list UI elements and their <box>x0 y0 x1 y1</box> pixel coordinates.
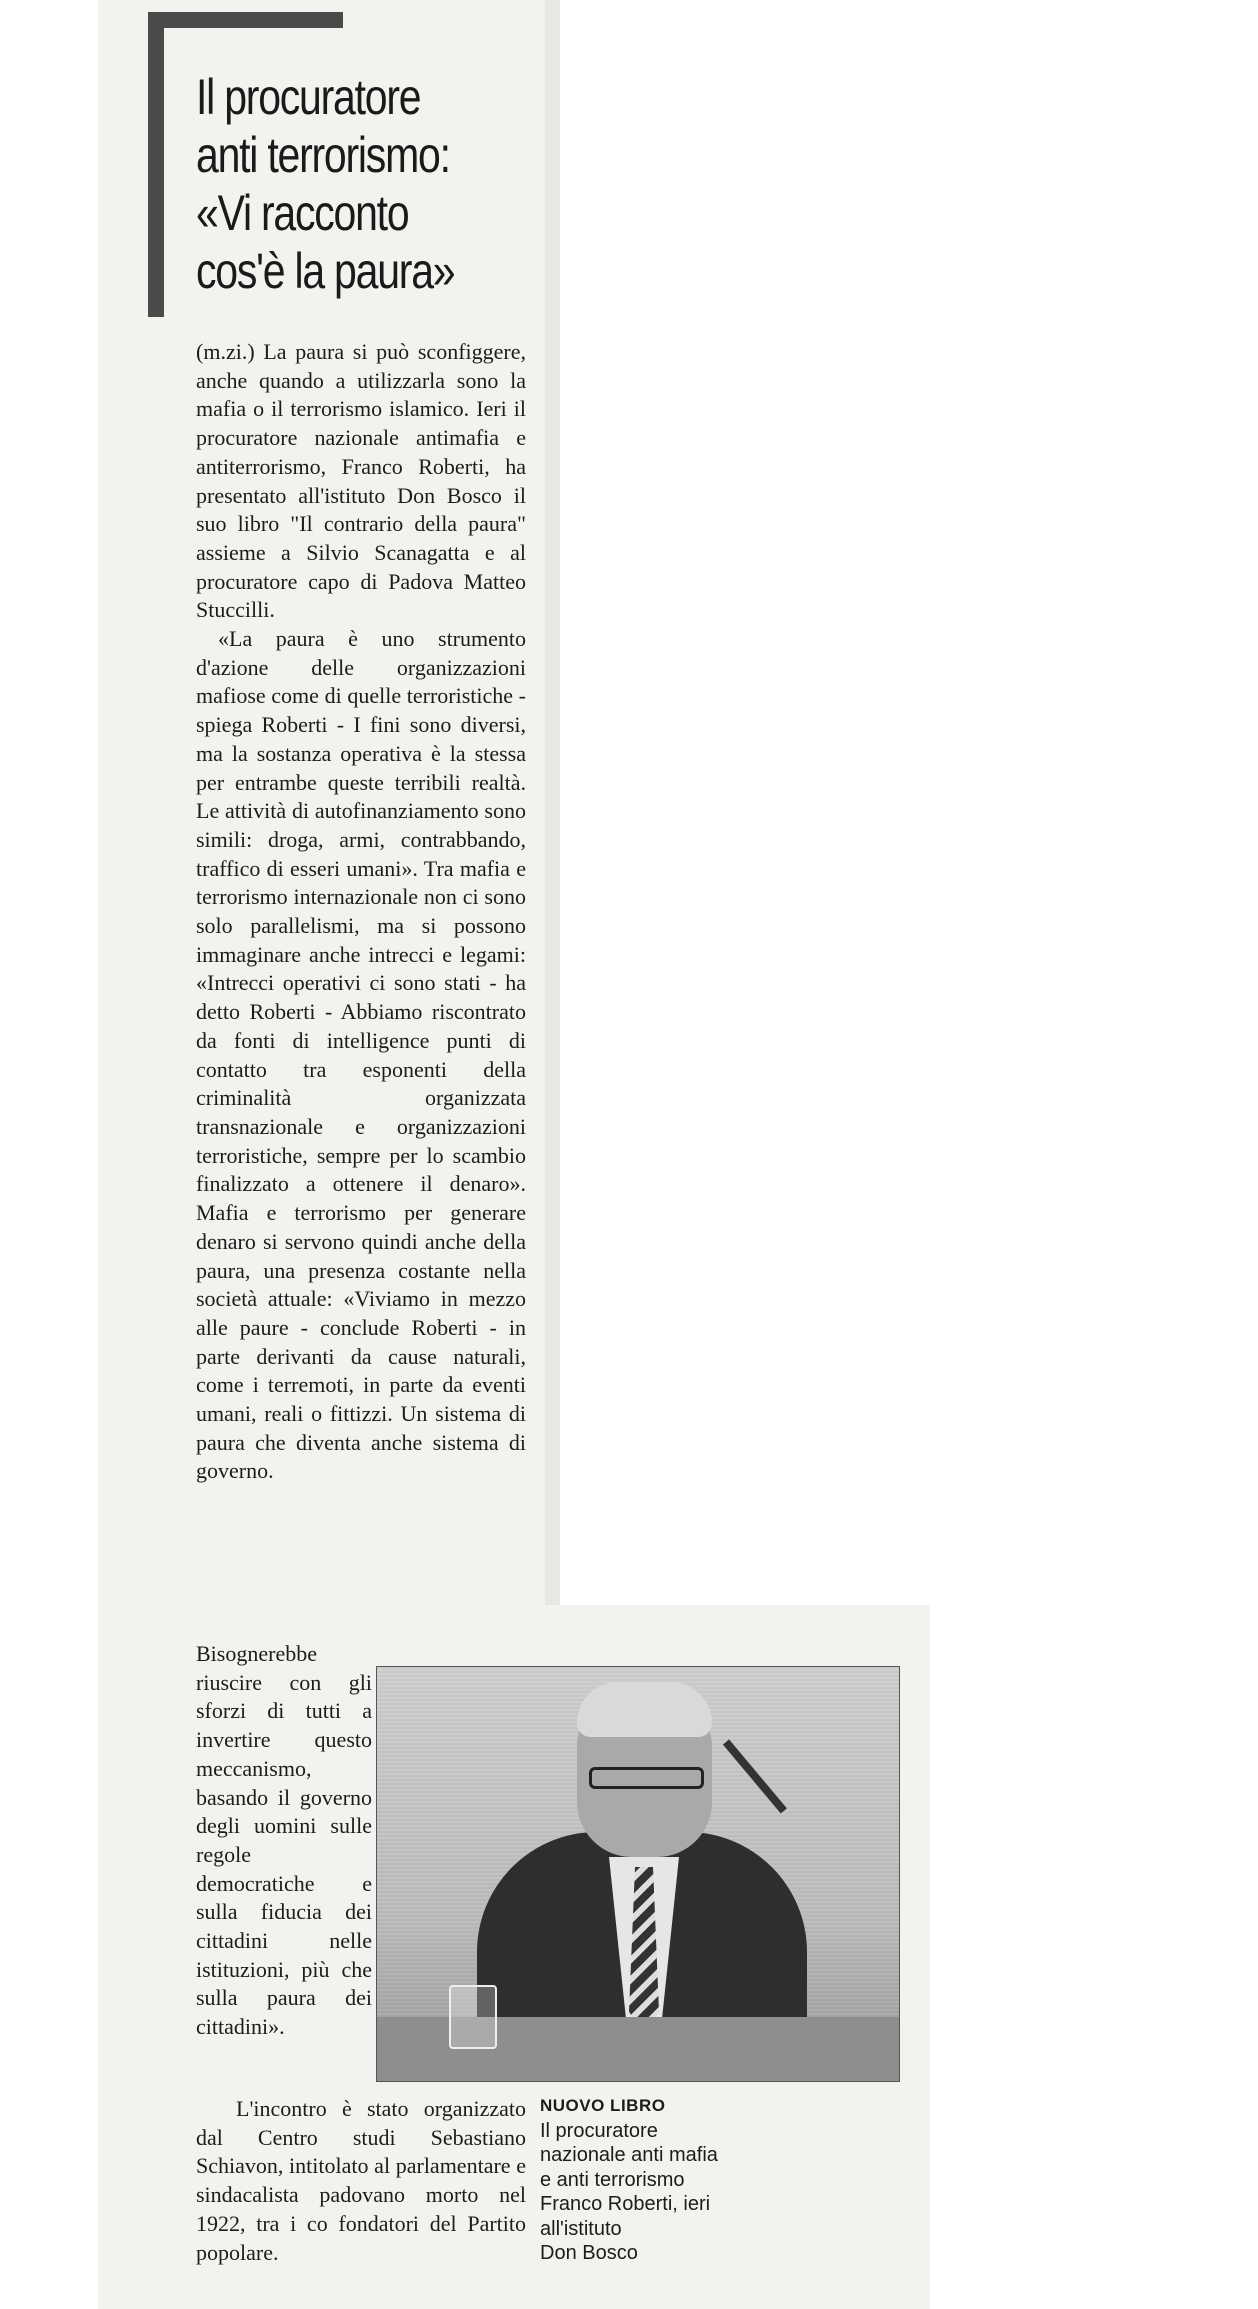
headline-side-rule <box>148 12 164 317</box>
headline-line: anti terrorismo: <box>196 127 450 183</box>
caption-line: all'istituto <box>540 2217 622 2240</box>
article-headline <box>196 68 475 300</box>
photo-glasses <box>589 1767 704 1789</box>
headline-top-rule <box>148 12 343 28</box>
caption-line: e anti terrorismo <box>540 2168 685 2191</box>
article-paragraph: «La paura è uno strumento d'azione delle organizzazioni mafiose come di quelle terroristiche - spiega Roberti - I fini sono diversi, ma la sostanza operativa è la stessa per entrambe queste terribili realtà. Le attività di autofinanziamento sono simili: droga, armi, contrabbando, traffico di esseri umani». Tra mafia e terrorismo internazionale non ci sono solo parallelismi, ma si possono immaginare anche intrecci e legami: «Intrecci operativi ci sono stati - ha detto Roberti - Abbiamo riscontrato da fonti di intelligence punti di contatto tra esponenti della criminalità organizzata transnazionale e organizzazioni terroristiche, sempre per lo scambio finalizzato a ottenere il denaro». Mafia e terrorismo per generare denaro si servono quindi anche della paura, una presenza costante nella società attuale: «Viviamo in mezzo alle paure - conclude Roberti - in parte derivanti da cause naturali, come i terremoti, in parte da eventi umani, reali o fittizzi. Un sistema di paura che diventa anche sistema di governo. <box>196 626 526 1484</box>
photo-caption <box>540 2094 780 2266</box>
headline-line: cos'è la paura» <box>196 243 455 299</box>
headline-line: Il procuratore <box>196 69 421 125</box>
article-body <box>196 338 526 1486</box>
caption-line: Il procuratore <box>540 2119 658 2142</box>
clipping-edge <box>545 0 560 1605</box>
caption-line: Franco Roberti, ieri <box>540 2193 711 2215</box>
article-narrow-column <box>196 1640 372 2042</box>
caption-line: nazionale anti mafia <box>540 2144 718 2166</box>
article-paragraph: Bisognerebbe riuscire con gli sforzi di tutti a invertire questo meccanismo, basando il governo degli uomini sulle regole democratiche e sulla fiducia dei cittadini nelle istituzioni, più che sulla paura dei cittadini». <box>196 1641 372 2040</box>
caption-label: NUOVO LIBRO <box>540 2096 666 2115</box>
article-paragraph: (m.zi.) La paura si può sconfiggere, anche quando a utilizzarla sono la mafia o il terrorismo islamico. Ieri il procuratore nazionale antimafia e antiterrorismo, Franco Roberti, ha presentato all'istituto Don Bosco il suo libro "Il contrario della paura" assieme a Silvio Scanagatta e al procuratore capo di Padova Matteo Stuccilli. <box>196 339 526 623</box>
article-photo <box>376 1666 900 2082</box>
photo-hair <box>577 1682 712 1737</box>
photo-water-glass <box>449 1985 497 2049</box>
caption-line: Don Bosco <box>540 2242 638 2264</box>
article-paragraph: L'incontro è stato organizzato dal Centro studi Sebastiano Schiavon, intitolato al parlamentare e sindacalista padovano morto nel 1922, tra i co fondatori del Partito popolare. <box>196 2096 526 2265</box>
headline-line: «Vi racconto <box>196 185 409 241</box>
article-closing <box>196 2095 526 2267</box>
